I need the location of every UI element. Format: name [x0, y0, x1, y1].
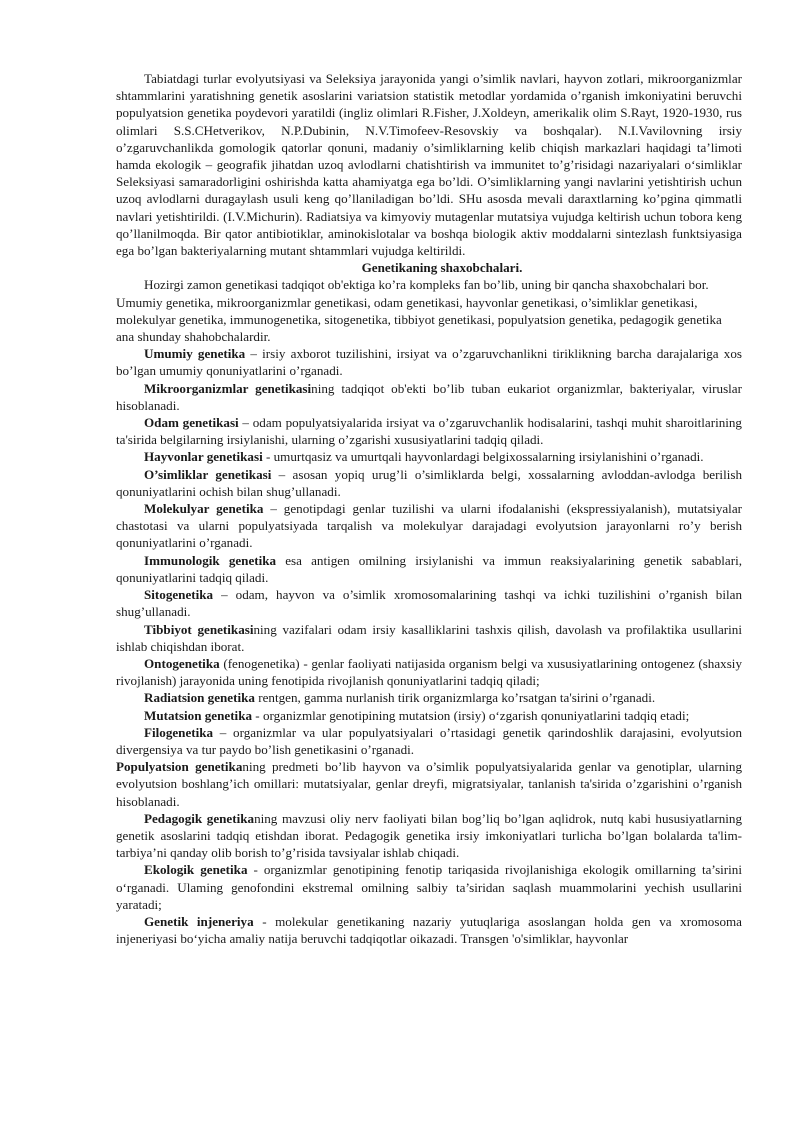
branch-paragraph — [116, 707, 742, 724]
intro-paragraph: Tabiatdagi turlar evolyutsiyasi va Seleksiya jarayonida yangi o’simlik navlari, hayvon zotlari, mikroorganizmlar shtammlarini yaratishning genetik asoslarini variatsion statistik metodlar yordamida o’rganish imkoniyatini beruvchi populyatsion genetika poydevori yaratildi (ingliz olimlari R.Fisher, J.Xoldeyn, amerikalik olim S.Rayt, 1920-1930, rus olimlari S.S.CHetverikov, N.P.Dubinin, N.V.Timofeev-Resovskiy va boshqalar). N.I.Vavilovning irsiy o’zgaruvchanlikda gomologik qatorlar qonuni, madaniy o’simliklarning kelib chiqish markazlari haqidagi ta’limoti hamda ekologik – geografik jihatdan uzoq avlodlarni chatishtirish va immunitet to’g’risidagi nazariyalari o‘simliklar Seleksiyasi samaradorligini oshirishda katta ahamiyatga ega bo’ldi. O’simliklarning yangi navlarini yetishtirish uchun uzoq avlodlarni duragaylash usuli keng qo’llaniladigan bo’ldi. SHu asosda mevali daraxtlarning ko’pgina qimmatli navlari yetishtirildi. (I.V.Michurin). Radiatsiya va kimyoviy mutagenlar mutatsiya vujudga keltirish uchun tobora keng qo’llanilmoqda. Bir qator antibiotiklar, aminokislotalar va boshqa biologik aktiv moddalarni sintezlash funktsiyasiga ega bo’lgan bakteriyalarning mutant shtammlari vujudga keltirildi. — [116, 71, 742, 259]
branch-description: ning mavzusi oliy nerv faoliyati bilan bog’liq bo’lgan aqlidrok, nutq kabi hususiyatlarning genetik asoslarini tadqiq etishdan iborat. Pedagogik genetika irsiy imkoniyatlari turlicha bo’lgan bolalarda ta'lim-tarbiya’ni qanday olib borish to’g’risida tavsiyalar ishlab chiqadi. — [116, 810, 742, 861]
branch-paragraph — [116, 689, 742, 706]
branch-description: esa antigen omilning irsiylanishi va immun reaksiyalarining genetik sabablari, qonuniyatlarini tadqiq qiladi. — [116, 552, 742, 585]
branch-term: Populyatsion genetika — [116, 759, 243, 775]
branch-term: Ekologik genetika — [144, 862, 248, 878]
branch-paragraph — [116, 414, 742, 448]
branch-term: Pedagogik genetika — [144, 810, 255, 826]
branch-description: rentgen, gamma nurlanish tirik organizmlarga ko’rsatgan ta'sirini o’rganadi. — [254, 690, 656, 706]
branch-paragraph — [116, 621, 742, 655]
branch-paragraph — [116, 913, 742, 947]
branch-term: Filogenetika — [144, 724, 214, 740]
branch-paragraph — [116, 655, 742, 689]
branch-description: - organizmlar genotipining fenotip tariqasida rivojlanishiga ekologik omillarning ta’sirini o‘rganadi. Ulaming genofondini ekstremal omilning salbiy ta’siridan saqlash muammolarini yechish usullarini yaratadi; — [116, 862, 742, 912]
branch-description: – organizmlar va ular populyatsiyalari o’rtasidagi genetik qarindoshlik darajasini, evolyutsion divergensiya va tur paydo bo’lish genetikasini o’rganadi. — [116, 724, 742, 757]
branch-paragraph — [116, 448, 742, 465]
subintro-paragraph: Hozirgi zamon genetikasi tadqiqot ob'ektiga ko’ra kompleks fan bo’lib, uning bir qancha shaxobchalari bor. Umumiy genetika, mikroorganizmlar genetikasi, odam genetikasi, hayvonlar genetikasi, o’simliklar genetikasi, molekulyar genetika, immunogenetika, sitogenetika, tibbiyot genetikasi, populyatsion genetika, pedagogik genetika ana shunday shahobchalardir. — [116, 277, 722, 345]
branch-term: Mikroorganizmlar genetikasi — [144, 380, 312, 396]
branch-description: – odam, hayvon va o’simlik xromosomalarining tashqi va ichki tuzilishini o’rganish bilan shug’ullanadi. — [116, 587, 742, 620]
branch-term: Ontogenetika — [144, 655, 220, 671]
branch-term: Umumiy genetika — [144, 346, 246, 362]
branch-paragraph — [116, 586, 742, 620]
branch-description: – genotipdagi genlar tuzilishi va ularni ifodalanishi (ekspressiyalanish), mutatsiyalar chastotasi va ularni populyatsiyada tarqalish va molekulyar darajadagi evolyutsion jarayonlarni ro’y berish qonuniyatlarini o’rganadi. — [116, 501, 742, 551]
branch-paragraph — [116, 861, 742, 913]
branch-description: ning vazifalari odam irsiy kasalliklarini tashxis qilish, davolash va profilaktika usullarini ishlab chiqishdan iborat. — [116, 621, 742, 654]
branch-description: – irsiy axborot tuzilishini, irsiyat va o’zgaruvchanlikni tiriklikning barcha darajalariga xos bo’lgan umumiy qonuniyatlarini o’rganadi. — [116, 346, 742, 379]
branch-term: Radiatsion genetika — [144, 690, 255, 706]
branch-paragraph — [116, 500, 742, 552]
branch-paragraph — [116, 724, 742, 758]
branch-paragraph — [116, 810, 742, 862]
branch-description: – odam populyatsiyalarida irsiyat va o’zgaruvchanlik hodisalarini, tashqi muhit sharoitlarining ta'sirida belgilarning irsiylanishi, ularning o’zgarishi xususiyatlarini tadqiq qiladi. — [116, 415, 742, 448]
branch-term: Mutatsion genetika — [144, 707, 253, 723]
branch-description: - organizmlar genotipining mutatsion (irsiy) o‘zgarish qonuniyatlarini tadqiq etadi; — [252, 707, 690, 723]
branch-term: Hayvonlar genetikasi — [144, 449, 263, 465]
branch-description: (fenogenetika) - genlar faoliyati natijasida organism belgi va xususiyatlarining ontogenez (shaxsiy rivojlanish) jarayonida uning fenotipida rivojlanish qonuniyatlarini tadqiq qiladi; — [116, 655, 742, 689]
branch-description: ning tadqiqot ob'ekti bo’lib tuban eukariot organizmlar, bakteriyalar, viruslar hisoblanadi. — [116, 380, 742, 413]
branch-paragraph — [116, 345, 742, 379]
branch-term: O’simliklar genetikasi — [144, 466, 272, 482]
branch-paragraph — [116, 758, 742, 810]
branch-paragraph — [116, 466, 742, 500]
branch-description: - umurtqasiz va umurtqali hayvonlardagi belgixossalarning irsiylanishini o’rganadi. — [262, 449, 704, 465]
branch-description: ning predmeti bo’lib hayvon va o’simlik populyatsiyalarida genlar va genotiplar, ularning evolyutsion boshlang’ich omillari: mutatsiyalar, genlar dreyfi, migratsiyalar, tanlanish ta'sirida o’zgarishini o’rganish hisoblanadi. — [116, 759, 742, 809]
branch-term: Genetik injeneriya — [144, 913, 254, 929]
branch-description: – asosan yopiq urug’li o’simliklarda belgi, xossalarning avloddan-avlodga berilish qonuniyatlarini ochish bilan shug’ullanadi. — [116, 466, 742, 499]
branch-term: Odam genetikasi — [144, 415, 239, 431]
branch-paragraph — [116, 380, 742, 414]
branch-term: Immunologik genetika — [144, 552, 277, 568]
branch-term: Sitogenetika — [144, 587, 214, 603]
document-page — [116, 70, 742, 947]
branch-term: Tibbiyot genetikasi — [144, 621, 254, 637]
branch-term: Molekulyar genetika — [144, 501, 264, 517]
branch-description: - molekular genetikaning nazariy yutuqlariga asoslangan holda gen va xromosoma injeneriyasi bo‘yicha amaliy natija beruvchi tadqiqotlar oikazadi. Transgen 'o'simliklar, hayvonlar — [116, 913, 742, 947]
section-heading: Genetikaning shaxobchalari. — [361, 260, 523, 276]
branch-paragraph — [116, 552, 742, 586]
branch-list — [116, 345, 742, 947]
